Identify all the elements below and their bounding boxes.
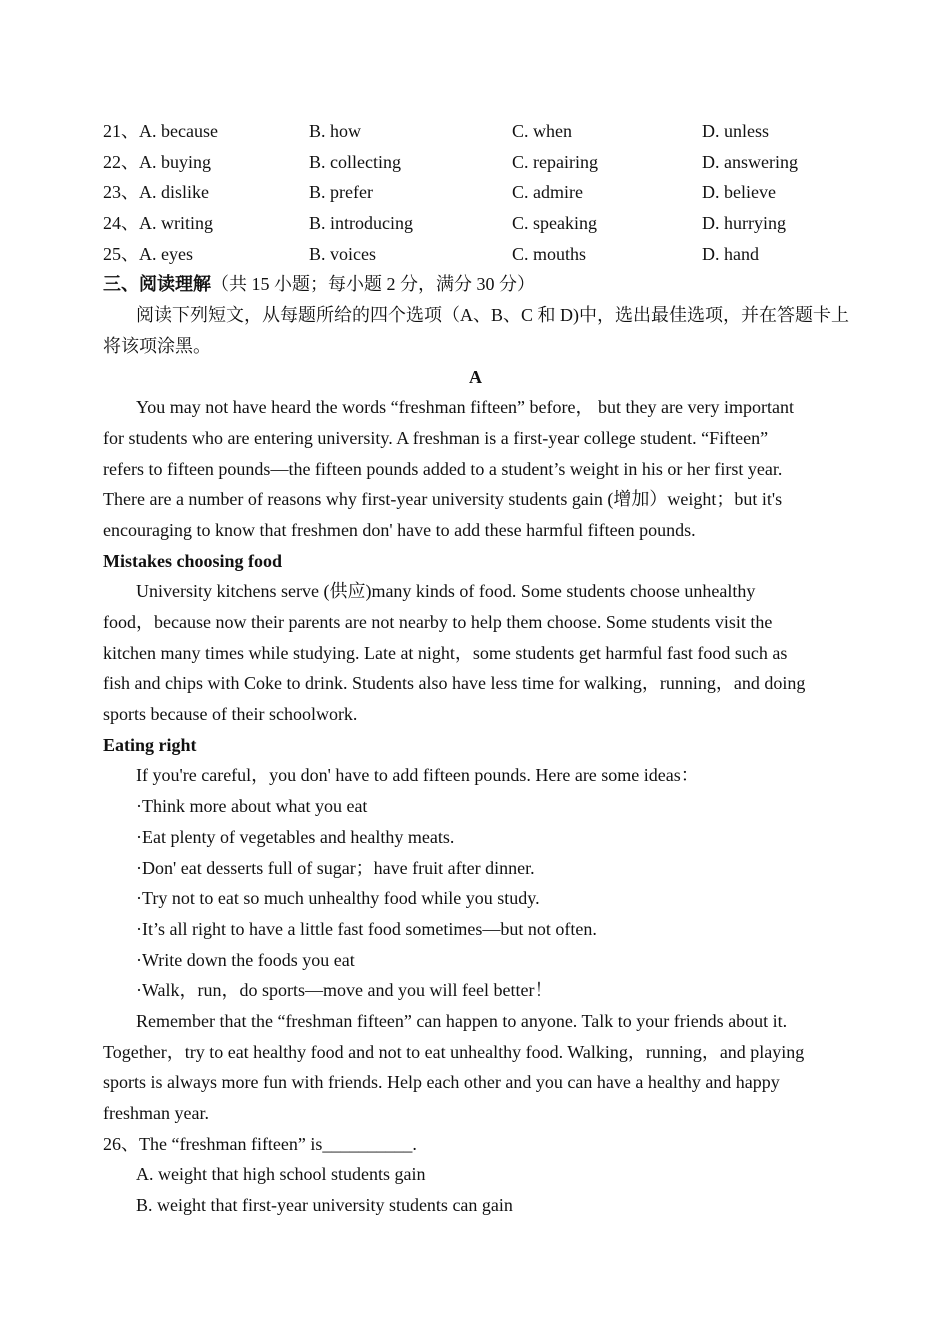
paragraph-line: There are a number of reasons why first-year university students gain (增加）weight；but it's <box>103 489 783 510</box>
paragraph-line: sports is always more fun with friends. Help each other and you can have a healthy and happy <box>103 1072 780 1093</box>
question-number: 22、 <box>103 151 139 172</box>
question-stem: 26、The “freshman fifteen” is__________. <box>103 1133 417 1154</box>
paragraph-line: kitchen many times while studying. Late at night，some students get harmful fast food such as <box>103 642 788 663</box>
paragraph-line: Remember that the “freshman fifteen” can happen to anyone. Talk to your friends about it. <box>136 1010 788 1031</box>
option-row-25 <box>103 239 848 270</box>
tips-intro: If you're careful，you don' have to add fifteen pounds. Here are some ideas： <box>136 765 699 786</box>
option-b: B. introducing <box>309 213 413 234</box>
option-a: A. because <box>139 121 218 141</box>
tip-item: ·Don' eat desserts full of sugar；have fruit after dinner. <box>136 857 535 878</box>
option-row-23 <box>103 177 848 208</box>
passage-conclusion <box>103 1006 848 1129</box>
option-c: C. when <box>512 121 572 141</box>
option-a: A. writing <box>139 213 213 234</box>
option-d: D. unless <box>702 121 769 141</box>
question-number: 21、 <box>103 121 139 141</box>
option-b: B. collecting <box>309 151 401 172</box>
section-instruction-line-2: 将该项涂黑。 <box>103 335 211 356</box>
option-c: C. admire <box>512 182 583 203</box>
cloze-options <box>103 116 848 269</box>
passage-intro <box>103 392 848 545</box>
section-instruction-line-1: 阅读下列短文，从每题所给的四个选项（A、B、C 和 D)中，选出最佳选项，并在答题卡上 <box>136 305 850 326</box>
paragraph-line: encouraging to know that freshmen don' have to add these harmful fifteen pounds. <box>103 519 696 540</box>
section-score-note: （共 15 小题；每小题 2 分，满分 30 分） <box>211 274 535 295</box>
paragraph-line: food，because now their parents are not nearby to help them choose. Some students visit the <box>103 612 773 632</box>
paragraph-line: University kitchens serve (供应)many kinds of food. Some students choose unhealthy <box>136 581 756 602</box>
tip-item: ·Write down the foods you eat <box>136 949 355 970</box>
option-b: B. how <box>309 121 362 141</box>
option-row-21 <box>103 116 848 147</box>
option-a: A. eyes <box>139 243 193 264</box>
paragraph-line: fish and chips with Coke to drink. Students also have less time for walking，running，and doing <box>103 673 806 694</box>
option-d: D. answering <box>702 151 798 172</box>
heading-mistakes: Mistakes choosing food <box>103 550 283 571</box>
option-a: A. dislike <box>139 182 209 203</box>
paragraph-line: for students who are entering university. A freshman is a first-year college student. “Fifteen” <box>103 427 769 448</box>
option-d: D. believe <box>702 182 776 203</box>
paragraph-line: sports because of their schoolwork. <box>103 704 358 725</box>
tip-item: ·Think more about what you eat <box>136 796 368 817</box>
question-number: 25、 <box>103 243 139 264</box>
question-26 <box>103 1129 848 1221</box>
answer-option-b: B. weight that first-year university students can gain <box>136 1195 513 1216</box>
paragraph-line: refers to fifteen pounds—the fifteen pounds added to a student’s weight in his or her first year. <box>103 458 783 479</box>
tip-item: ·Try not to eat so much unhealthy food while you study. <box>136 888 540 909</box>
option-row-22 <box>103 147 848 178</box>
option-c: C. mouths <box>512 243 587 264</box>
tip-item: ·Walk，run，do sports—move and you will feel better！ <box>136 980 553 1001</box>
option-c: C. repairing <box>512 151 598 172</box>
option-b: B. prefer <box>309 182 373 203</box>
option-c: C. speaking <box>512 213 597 234</box>
passage-label: A <box>469 366 482 387</box>
answer-option-a: A. weight that high school students gain <box>136 1164 426 1185</box>
tip-item: ·It’s all right to have a little fast food sometimes—but not often. <box>136 918 597 939</box>
question-number: 23、 <box>103 182 139 203</box>
tips-list <box>103 791 848 1006</box>
option-row-24 <box>103 208 848 239</box>
option-d: D. hand <box>702 243 759 264</box>
option-d: D. hurrying <box>702 213 786 234</box>
paragraph-line: freshman year. <box>103 1103 209 1123</box>
question-number: 24、 <box>103 213 139 234</box>
passage-para-2 <box>103 576 848 729</box>
paragraph-line: Together，try to eat healthy food and not to eat unhealthy food. Walking，running，and playing <box>103 1041 805 1062</box>
exam-page <box>103 116 848 1221</box>
paragraph-line: You may not have heard the words “freshman fifteen” before， but they are very important <box>136 397 794 418</box>
section-title <box>103 269 848 300</box>
option-b: B. voices <box>309 243 376 264</box>
section-name: 三、阅读理解 <box>103 274 211 295</box>
option-a: A. buying <box>139 151 211 172</box>
heading-eating-right: Eating right <box>103 734 197 755</box>
tip-item: ·Eat plenty of vegetables and healthy meats. <box>136 826 455 847</box>
